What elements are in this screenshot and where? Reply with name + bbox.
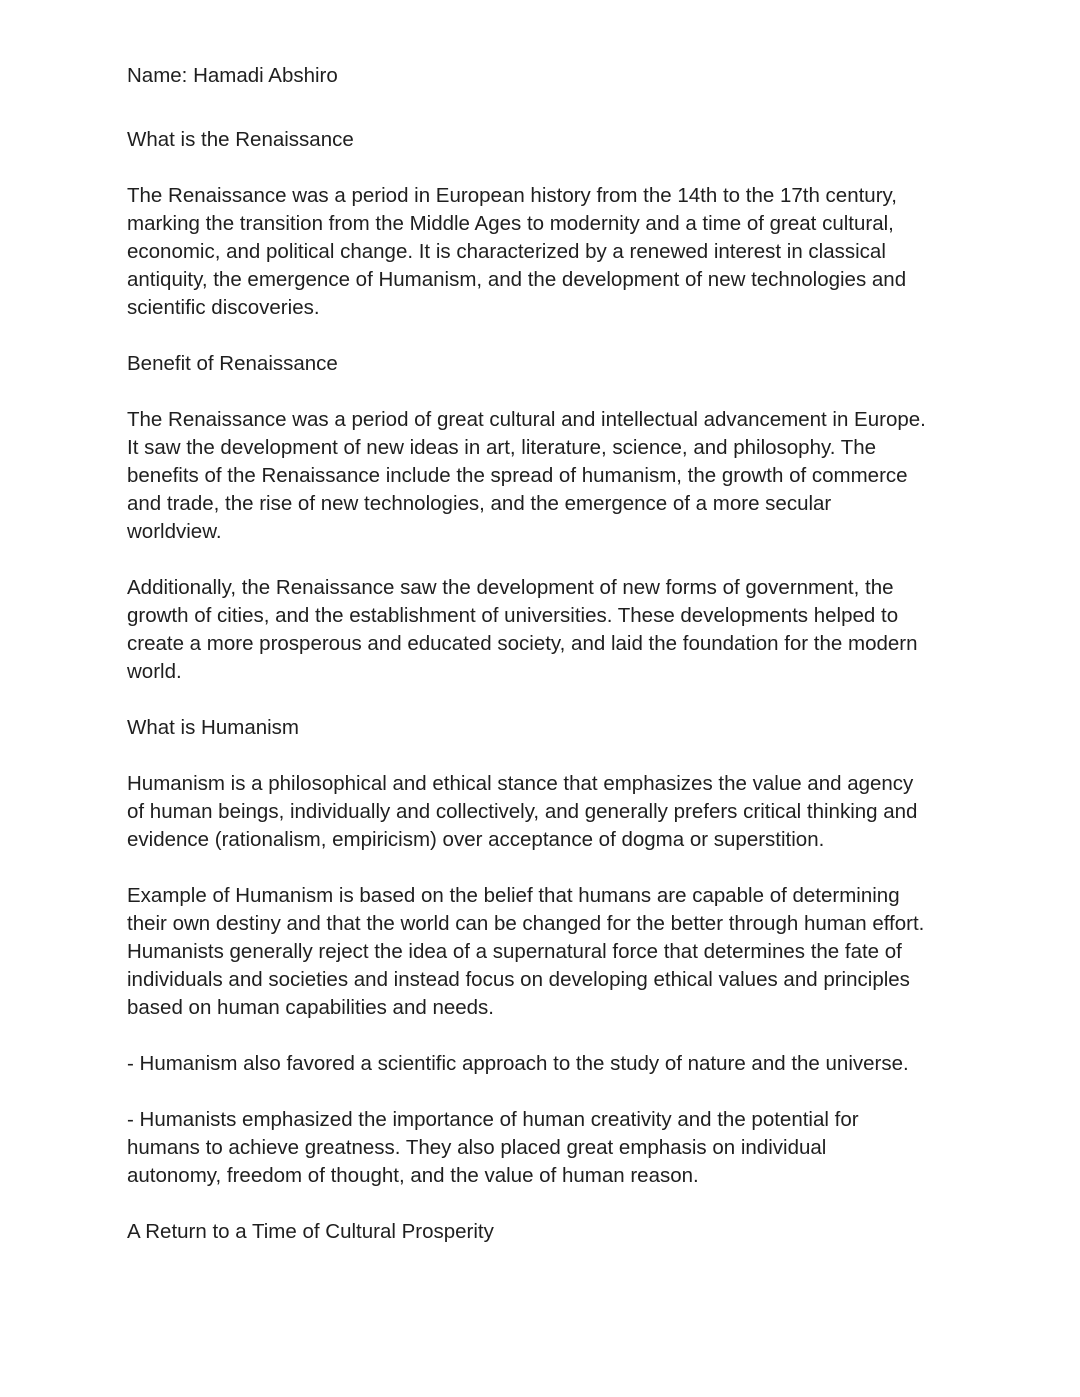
document-page bbox=[127, 62, 967, 1274]
section-heading-benefit: Benefit of Renaissance bbox=[127, 352, 338, 375]
section-heading-humanism: What is Humanism bbox=[127, 716, 300, 739]
paragraph-benefit-1: The Renaissance was a period of great cultural and intellectual advancement in Europe. It saw the development of new ideas in art, literature, science, and philosophy. The benefits of the Renaissance include the spread of humanism, the growth of commerce and trade, the rise of new technologies, and the emergence of a more secular worldview. bbox=[127, 408, 926, 543]
paragraph-benefit-2: Additionally, the Renaissance saw the development of new forms of government, the growth of cities, and the establishment of universities. These developments helped to create a more prosperous and educated society, and laid the foundation for the modern world. bbox=[127, 576, 918, 683]
bullet-humanism-creativity: - Humanists emphasized the importance of human creativity and the potential for humans to achieve greatness. They also placed great emphasis on individual autonomy, freedom of thought, and the value of human reason. bbox=[127, 1108, 859, 1187]
paragraph-humanism-example: Example of Humanism is based on the belief that humans are capable of determining their own destiny and that the world can be changed for the better through human effort. Humanists generally reject the idea of a supernatural force that determines the fate of individuals and societies and instead focus on developing ethical values and principles based on human capabilities and needs. bbox=[127, 884, 925, 1019]
paragraph-humanism-definition: Humanism is a philosophical and ethical stance that emphasizes the value and agency of human beings, individually and collectively, and generally prefers critical thinking and evidence (rationalism, empiricism) over acceptance of dogma or superstition. bbox=[127, 772, 918, 851]
paragraph-renaissance-definition: The Renaissance was a period in European history from the 14th to the 17th century, marking the transition from the Middle Ages to modernity and a time of great cultural, economic, and political change. It is characterized by a renewed interest in classical antiquity, the emergence of Humanism, and the development of new technologies and scientific discoveries. bbox=[127, 184, 907, 319]
bullet-humanism-science: - Humanism also favored a scientific approach to the study of nature and the universe. bbox=[127, 1052, 909, 1075]
author-name: Name: Hamadi Abshiro bbox=[127, 64, 338, 87]
section-heading-return: A Return to a Time of Cultural Prosperity bbox=[127, 1220, 494, 1243]
section-heading-renaissance: What is the Renaissance bbox=[127, 128, 354, 151]
